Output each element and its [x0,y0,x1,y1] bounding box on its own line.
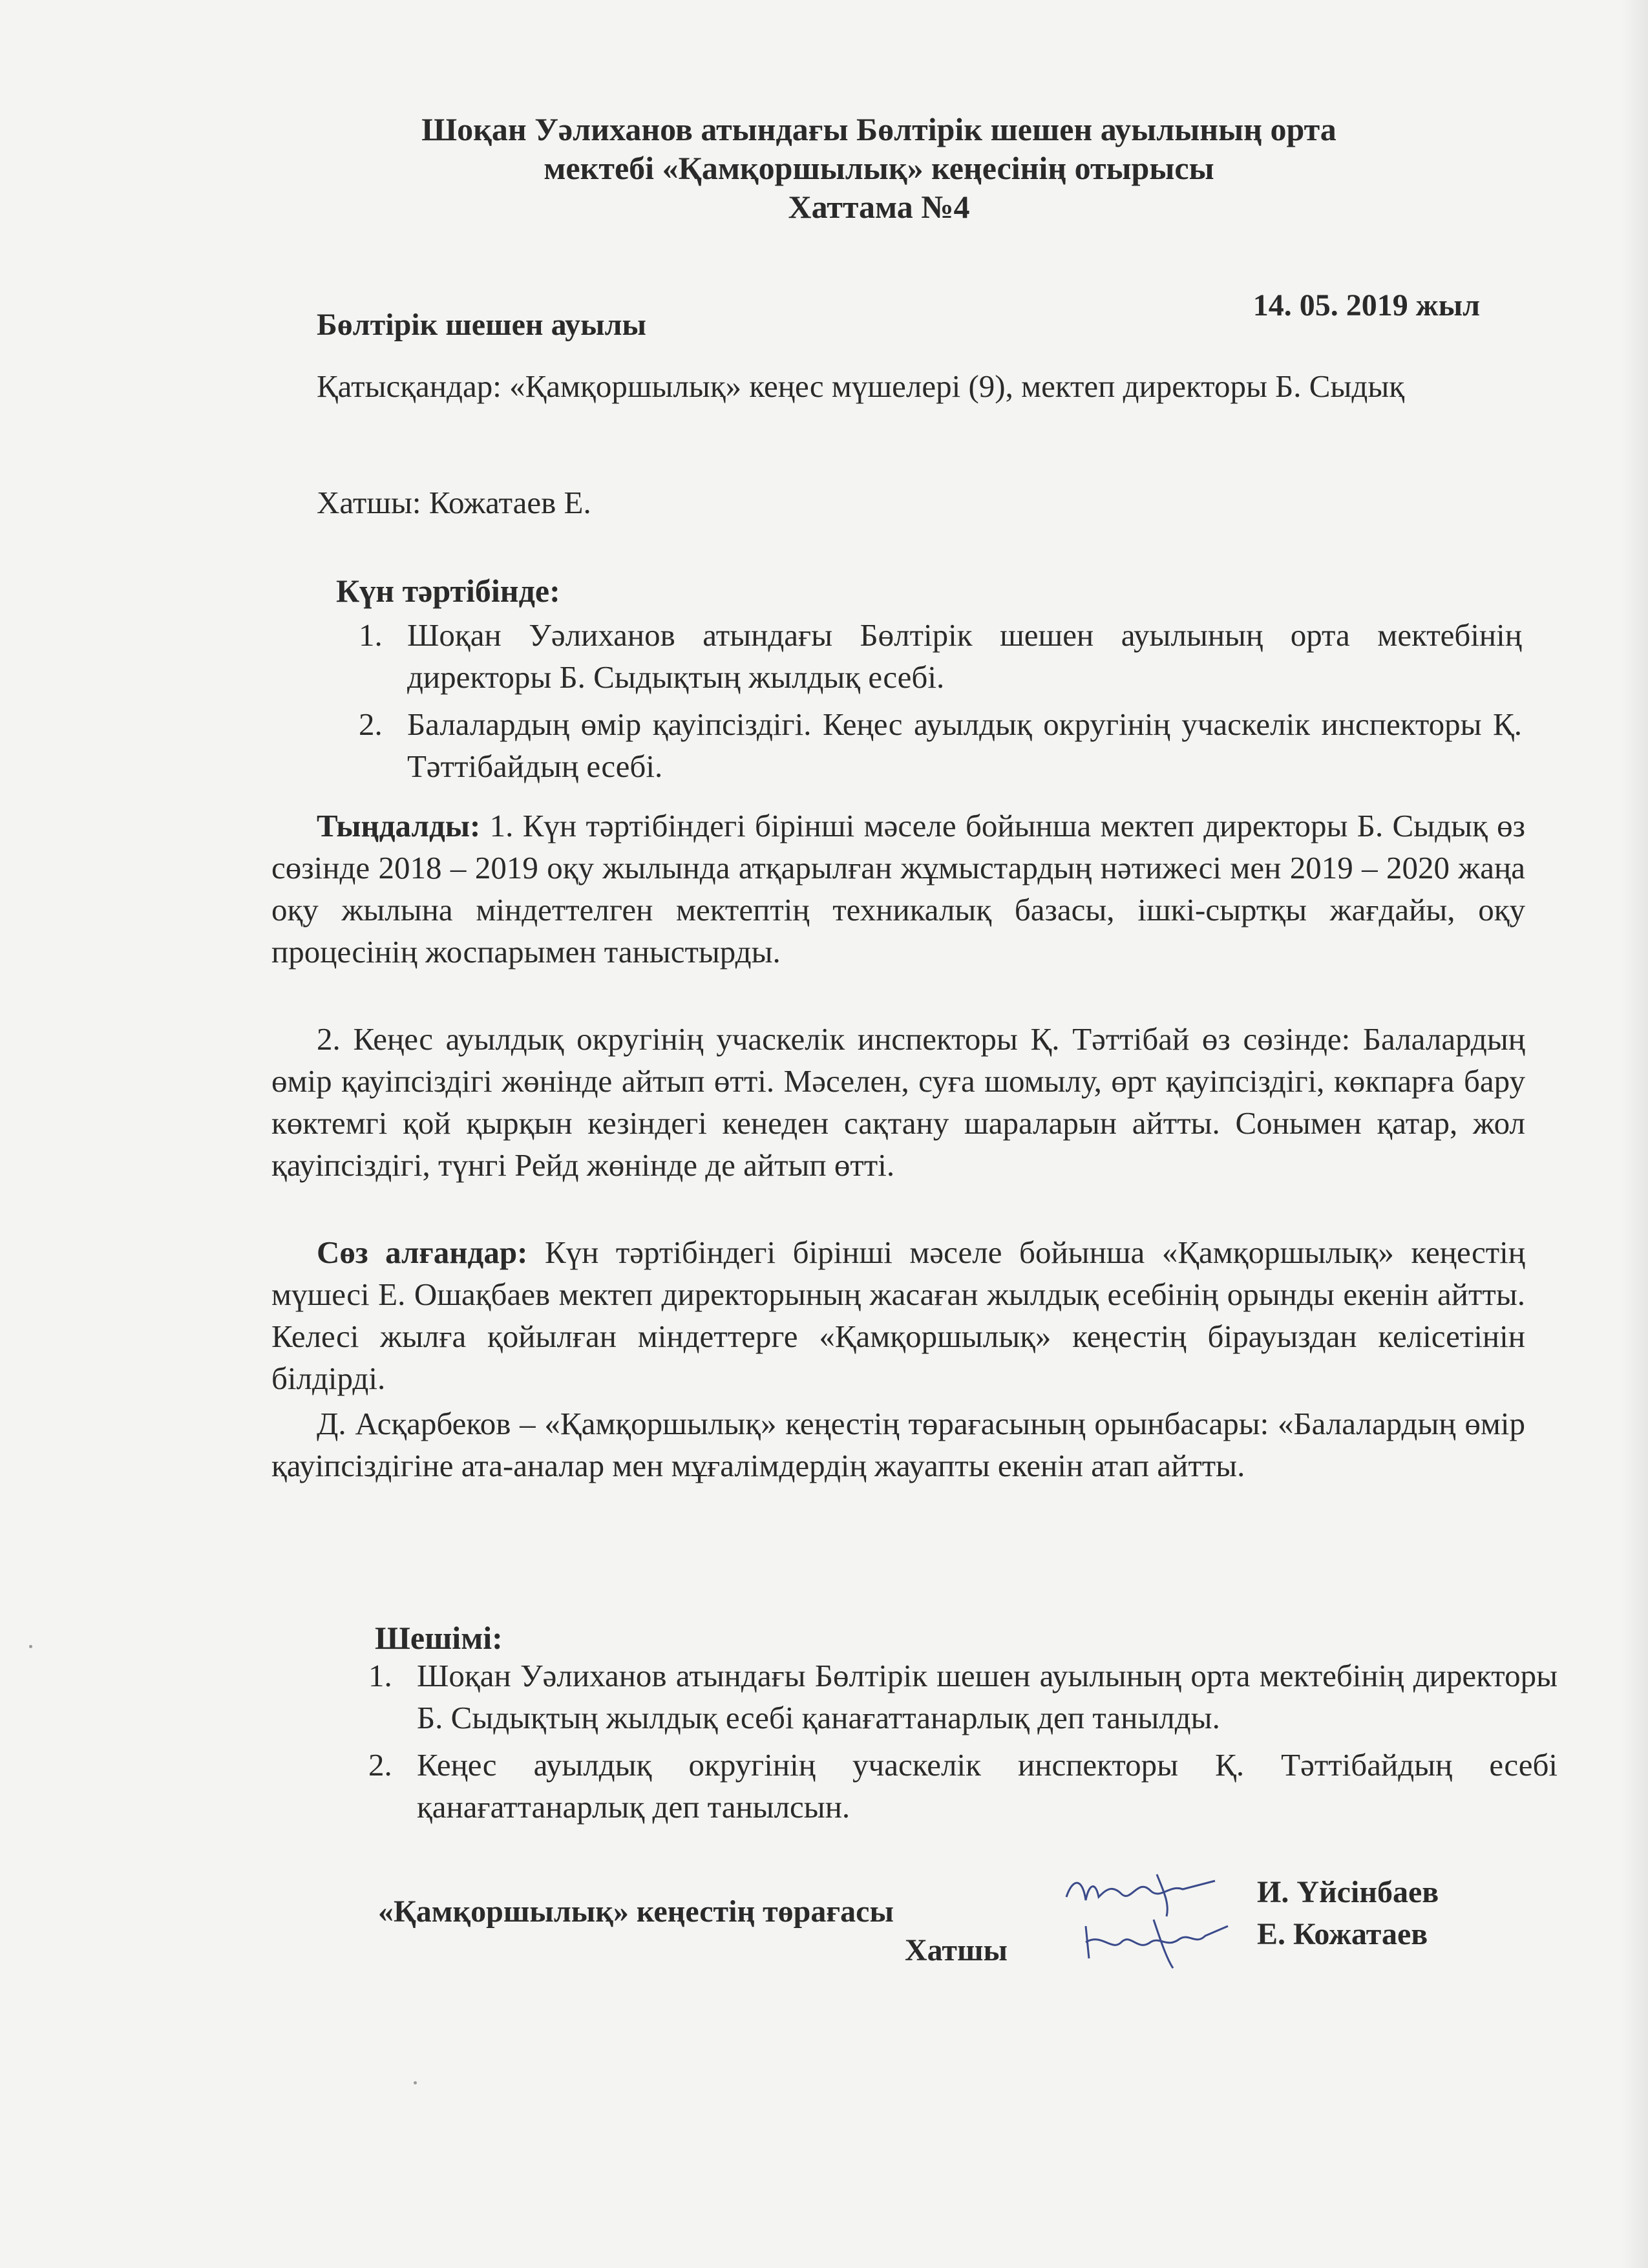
protocol-number: Хаттама №4 [788,189,970,225]
decision-list [368,1655,1558,1833]
speakers-paragraph-1 [271,1231,1525,1399]
scan-speck [29,1645,32,1648]
agenda-item-number: 1. [359,617,383,653]
speakers-text-1: Күн тәртібіндегі бірінші мәселе бойынша «Қамқоршылық» кеңестің мүшесі Е. Ошақбаев мектеп директорының жасаған жылдық есебінің орынды екенін айтты. Келесі жылға қойылған міндеттерге «Қамқоршылық» кеңестің бірауыздан келісетінін білдірді. [271,1235,1525,1396]
secretary-signature-icon [1076,1913,1244,1971]
scan-edge-shadow [1622,0,1648,2268]
chair-role: «Қамқоршылық» кеңестің төрағасы [378,1894,894,1929]
agenda-item [359,703,1522,787]
agenda-item-text: Шоқан Уәлиханов атындағы Бөлтірік шешен ауылының орта мектебінің директоры Б. Сыдықтың жылдық есебі. [407,617,1522,695]
document-title [271,110,1486,226]
title-line-2: мектебі «Қамқоршылық» кеңесінің отырысы [544,150,1214,186]
decision-item-number: 1. [368,1658,392,1693]
decision-heading: Шешімі: [375,1620,503,1656]
title-line-1: Шоқан Уәлиханов атындағы Бөлтірік шешен ауылының орта [421,111,1336,147]
heard-text-1: 1. Күн тәртібіндегі бірінші мәселе бойынша мектеп директоры Б. Сыдық өз сөзінде 2018 – 2019 оқу жылында атқарылған жұмыстардың нәтижесі мен 2019 – 2020 жаңа оқу жылына міндеттелген мектептің техникалық базасы, ішкі-сыртқы жағдайы, оқу процесінің жоспарымен таныстырды. [271,808,1525,970]
chair-name: И. Үйсінбаев [1257,1875,1439,1909]
heard-paragraph-2: 2. Кеңес ауылдық округінің учаскелік инспекторы Қ. Тәттібай өз сөзінде: Балалардың өмір қауіпсіздігі жөнінде айтып өтті. Мәселен, суға шомылу, өрт қауіпсіздігі, көкпарға бару көктемгі қой қырқын кезіндегі кенеден сақтану шараларын айтты. Сонымен қатар, жол қауіпсіздігі, түнгі Рейд жөнінде де айтып өтті. [271,1021,1525,1183]
secretary-name: Е. Кожатаев [1257,1917,1428,1951]
meeting-date: 14. 05. 2019 жыл [1252,288,1480,323]
place-date-row [317,288,1480,342]
speakers-paragraph-2: Д. Асқарбеков – «Қамқоршылық» кеңестің төрағасының орынбасары: «Балалардың өмір қауіпсіздігіне ата-аналар мен мұғалімдердің жауапты екенін атап айтты. [271,1406,1525,1483]
decision-item-number: 2. [368,1747,392,1783]
agenda-item [359,614,1522,698]
decision-item [368,1744,1558,1828]
secretary-text: Хатшы: Кожатаев Е. [317,485,591,520]
secretary-role: Хатшы [905,1933,1008,1967]
agenda-item-text: Балалардың өмір қауіпсіздігі. Кеңес ауылдық округінің учаскелік инспекторы Қ. Тәттібайдың есебі. [407,706,1522,784]
decision-item-text: Кеңес ауылдық округінің учаскелік инспекторы Қ. Тәттібайдың есебі қанағаттанарлық деп танылсын. [417,1747,1558,1825]
speakers-label: Сөз алғандар: [317,1235,528,1270]
meeting-place: Бөлтірік шешен ауылы [317,308,647,342]
participants-text: Қатысқандар: «Қамқоршылық» кеңес мүшелері (9), мектеп директоры Б. Сыдық [317,368,1405,404]
decision-item [368,1655,1558,1739]
scan-speck [414,2081,417,2084]
heard-label: Тыңдалды: [317,808,481,843]
decision-item-text: Шоқан Уәлиханов атындағы Бөлтірік шешен ауылының орта мектебінің директоры Б. Сыдықтың жылдық есебі қанағаттанарлық деп танылды. [417,1658,1558,1735]
agenda-item-number: 2. [359,706,383,742]
agenda-list [359,614,1522,792]
heard-paragraph-1 [271,805,1525,973]
agenda-heading: Күн тәртібінде: [336,573,560,609]
